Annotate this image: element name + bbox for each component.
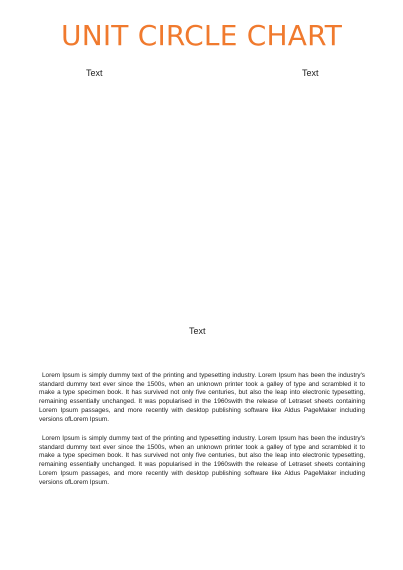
body-paragraph-2-text: Lorem Ipsum is simply dummy text of the printing and typesetting industry. Lorem Ipsum has been the industry's standard dummy text ever since the 1500s, when an unknown printer took a galley of type and scrambled it to make a type specimen book. It has survived not only five centuries, but also the leap into electronic typesetting, remaining essentially unchanged. It was popularised in the 1960swith the release of Letraset sheets containing Lorem Ipsum passages, and more recently with desktop publishing software like Aldus PageMaker including versions ofLorem Ipsum. — [39, 435, 365, 486]
body-paragraph-1-text: Lorem Ipsum is simply dummy text of the printing and typesetting industry. Lorem Ipsum has been the industry's standard dummy text ever since the 1500s, when an unknown printer took a galley of type and scrambled it to make a type specimen book. It has survived not only five centuries, but also the leap into electronic typesetting, remaining essentially unchanged. It was popularised in the 1960swith the release of Letraset sheets containing Lorem Ipsum passages, and more recently with desktop publishing software like Aldus PageMaker including versions ofLorem Ipsum. — [39, 372, 365, 423]
body-paragraph-2 — [39, 435, 365, 487]
page-title: UNIT CIRCLE CHART — [61, 19, 342, 52]
text-label-top-right: Text — [302, 68, 319, 78]
body-paragraph-1 — [39, 372, 365, 424]
text-label-top-left: Text — [86, 68, 103, 78]
text-label-bottom-center: Text — [189, 326, 206, 336]
